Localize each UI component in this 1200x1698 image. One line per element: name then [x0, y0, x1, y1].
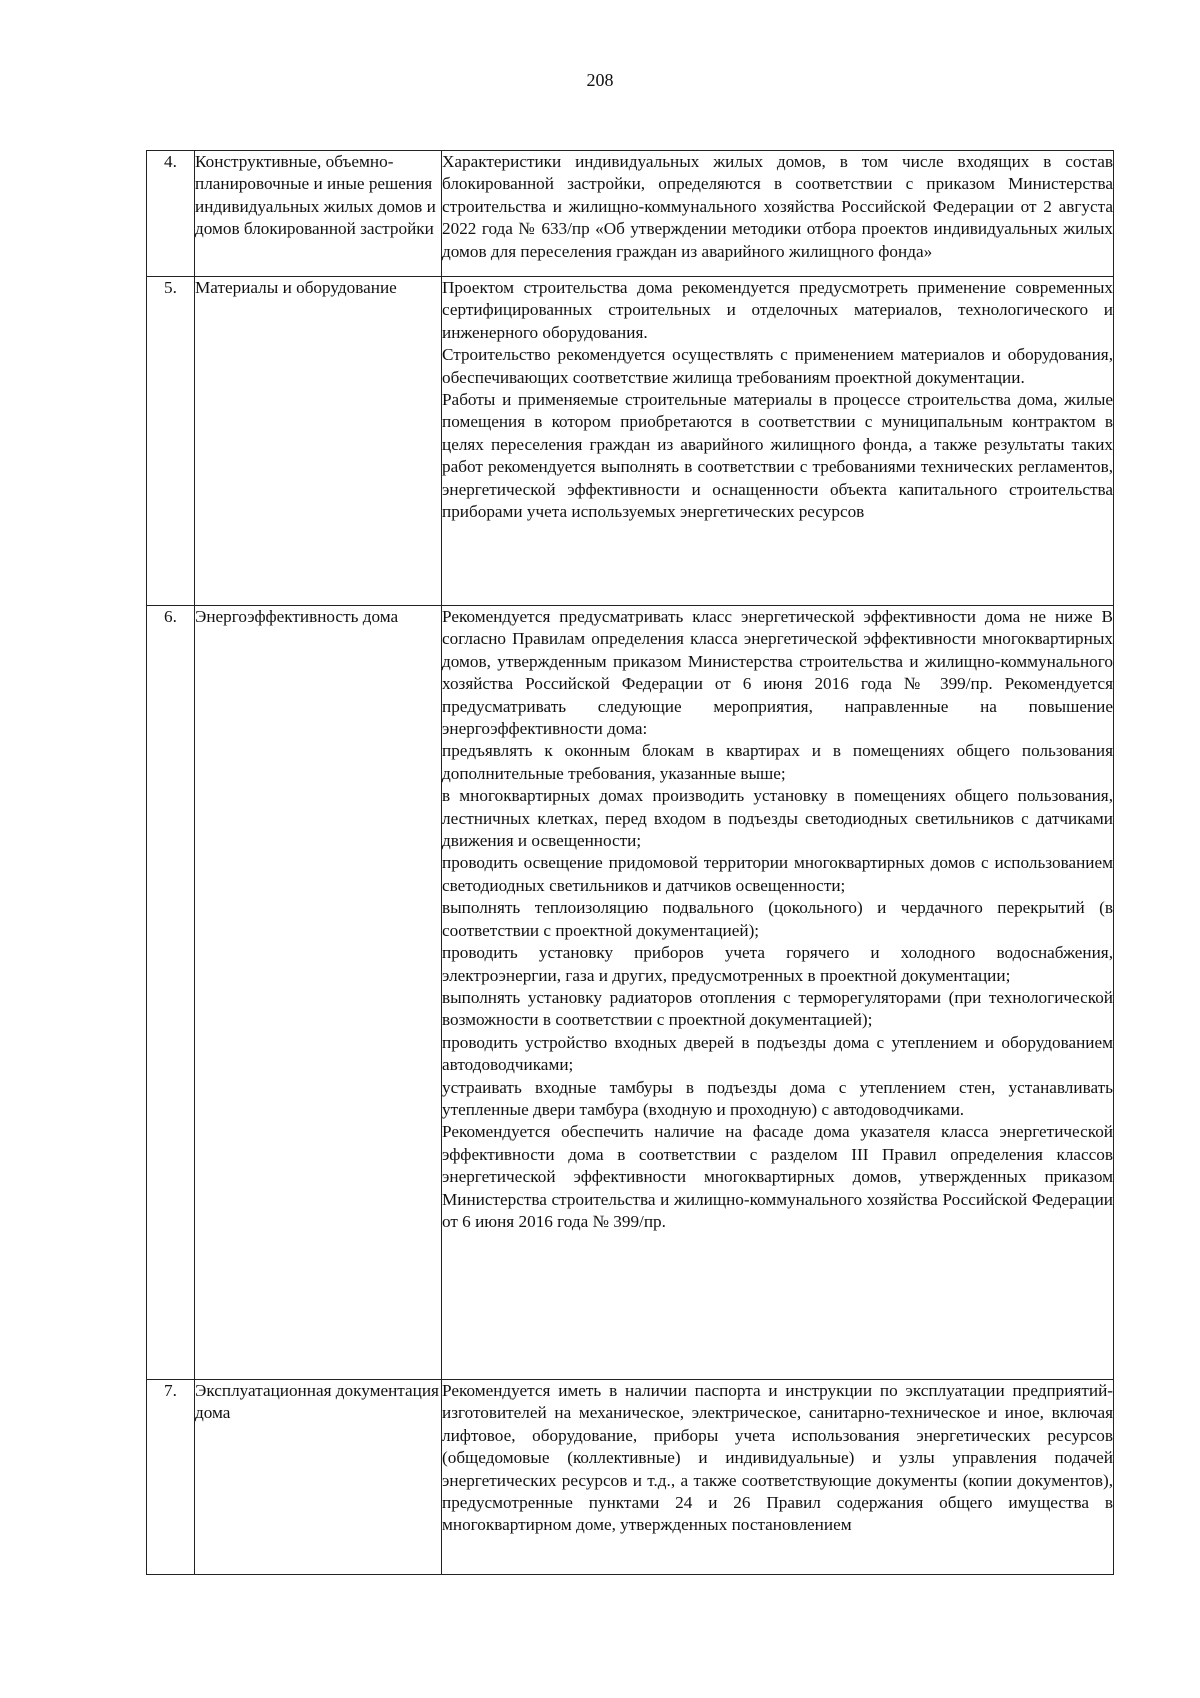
paragraph: Рекомендуется обеспечить наличие на фасаде дома указателя класса энергетической эффективности дома в соответствии с разделом III Правил определения классов энергетической эффективности многоквартирных домов, утвержденных приказом Министерства строительства и жилищно-коммунального хозяйства Российской Федерации от 6 июня 2016 года № 399/пр. [442, 1122, 1113, 1231]
paragraph: проводить установку приборов учета горячего и холодного водоснабжения, электроэнергии, газа и других, предусмотренных в проектной документации; [442, 943, 1113, 985]
paragraph: Рекомендуется предусматривать класс энергетической эффективности дома не ниже В согласно Правилам определения класса энергетической эффективности многоквартирных домов, утвержденным приказом Министерства строительства и жилищно-коммунального хозяйства Российской Федерации от 6 июня 2016 года № 399/пр. Рекомендуется предусматривать следующие мероприятия, направленные на повышение энергоэффективности дома: [442, 607, 1113, 739]
requirements-table [146, 150, 1114, 1575]
row-number: 4. [147, 151, 195, 277]
paragraph: в многоквартирных домах производить установку в помещениях общего пользования, лестничных клетках, перед входом в подъезды светодиодных светильников с датчиками движения и освещенности; [442, 786, 1113, 851]
row-name: Материалы и оборудование [195, 277, 442, 606]
row-description [442, 1380, 1114, 1575]
paragraph: Работы и применяемые строительные материалы в процессе строительства дома, жилые помещения в котором приобретаются в соответствии с муниципальным контрактом в целях переселения граждан из аварийного жилищного фонда, а также результаты таких работ рекомендуется выполнять в соответствии с требованиями технических регламентов, энергетической эффективности и оснащенности объекта капитального строительства приборами учета используемых энергетических ресурсов [442, 390, 1113, 522]
table-row [147, 1380, 1114, 1575]
row-description [442, 606, 1114, 1380]
paragraph: выполнять теплоизоляцию подвального (цокольного) и чердачного перекрытий (в соответствии с проектной документацией); [442, 898, 1113, 940]
paragraph: Рекомендуется иметь в наличии паспорта и инструкции по эксплуатации предприятий-изготовителей на механическое, электрическое, санитарно-техническое и иное, включая лифтовое, оборудование, приборы учета использования энергетических ресурсов (общедомовые (коллективные) и индивидуальные) и узлы управления подачей энергетических ресурсов и т.д., а также соответствующие документы (копии документов), предусмотренные пунктами 24 и 26 Правил содержания общего имущества в многоквартирном доме, утвержденных постановлением [442, 1381, 1113, 1535]
table-row [147, 606, 1114, 1380]
paragraph: Проектом строительства дома рекомендуется предусмотреть применение современных сертифицированных строительных и отделочных материалов, технологического и инженерного оборудования. [442, 278, 1113, 342]
row-name: Конструктивные, объемно-планировочные и иные решения индивидуальных жилых домов и домов блокированной застройки [195, 151, 442, 277]
table-row [147, 151, 1114, 277]
paragraph: проводить освещение придомовой территории многоквартирных домов с использованием светодиодных светильников и датчиков освещенности; [442, 853, 1113, 895]
paragraph: предъявлять к оконным блокам в квартирах и в помещениях общего пользования дополнительные требования, указанные выше; [442, 741, 1113, 783]
paragraph: устраивать входные тамбуры в подъезды дома с утеплением стен, устанавливать утепленные двери тамбура (входную и проходную) с автодоводчиками. [442, 1077, 1113, 1119]
row-number: 6. [147, 606, 195, 1380]
row-description [442, 151, 1114, 277]
row-number: 7. [147, 1380, 195, 1575]
paragraph: выполнять установку радиаторов отопления с терморегуляторами (при технологической возможности в соответствии с проектной документацией); [442, 987, 1113, 1030]
page-number: 208 [586, 70, 614, 90]
paragraph: Строительство рекомендуется осуществлять с применением материалов и оборудования, обеспечивающих соответствие жилища требованиям проектной документации. [442, 345, 1113, 387]
row-name: Эксплуатационная документация дома [195, 1380, 442, 1575]
row-number: 5. [147, 277, 195, 606]
paragraph: проводить устройство входных дверей в подъезды дома с утеплением и оборудованием автодоводчиками; [442, 1032, 1113, 1075]
table-row [147, 277, 1114, 606]
row-description [442, 277, 1114, 606]
row-name: Энергоэффективность дома [195, 606, 442, 1380]
paragraph: Характеристики индивидуальных жилых домов, в том числе входящих в состав блокированной застройки, определяются в соответствии с приказом Министерства строительства и жилищно-коммунального хозяйства Российской Федерации от 2 августа 2022 года № 633/пр «Об утверждении методики отбора проектов индивидуальных жилых домов для переселения граждан из аварийного жилищного фонда» [442, 152, 1113, 261]
